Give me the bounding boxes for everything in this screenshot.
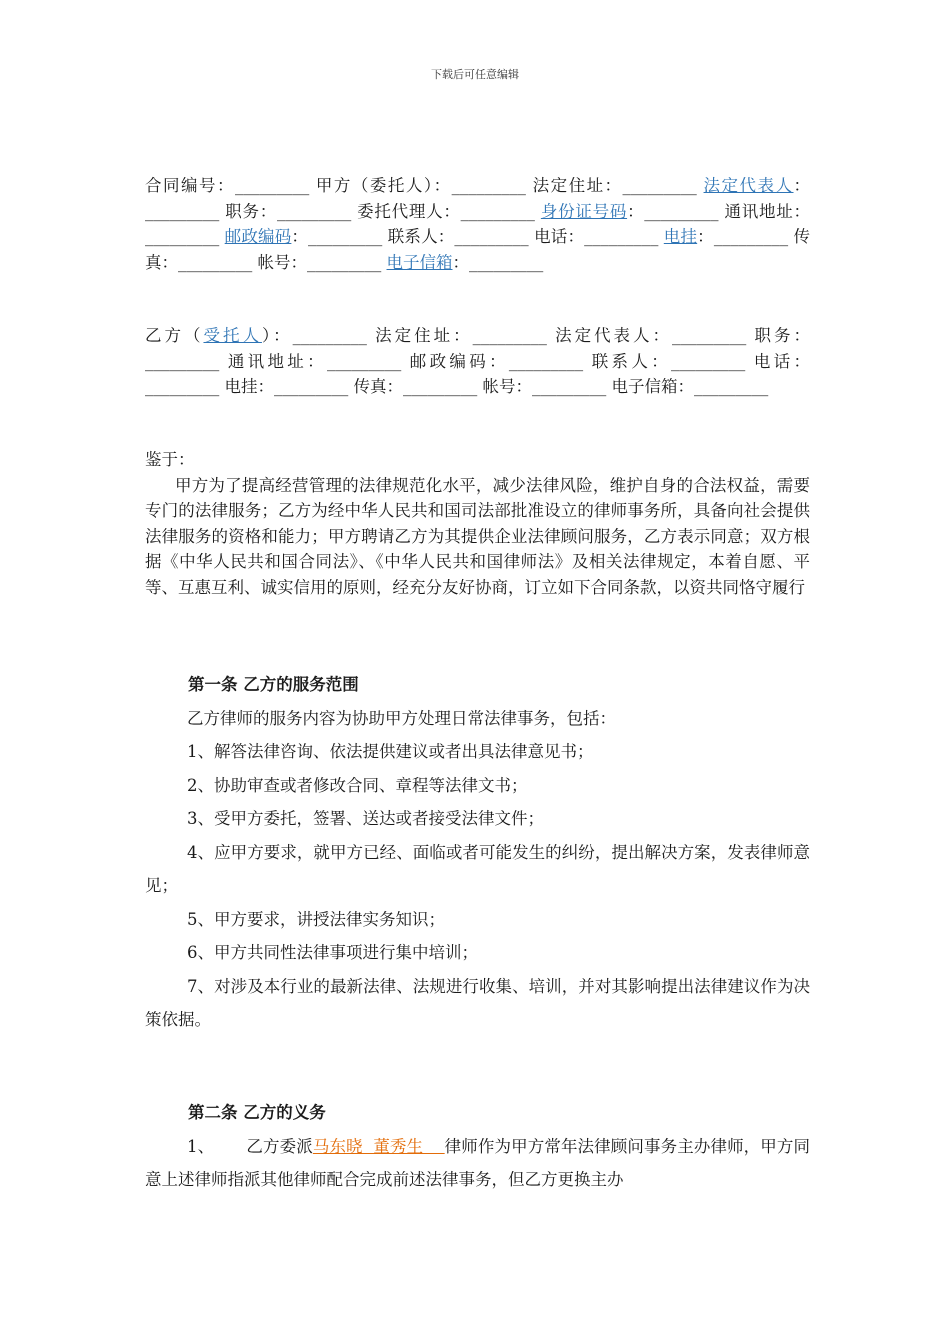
party-b-text-1: 乙方（ bbox=[145, 326, 204, 345]
party-a-text-3: ：_________ 通讯地址：_________ bbox=[145, 201, 810, 246]
legal-representative-link[interactable]: 法定代表人 bbox=[703, 176, 794, 195]
article-1-item-2: 2、协助审查或者修改合同、章程等法律文书； bbox=[187, 775, 528, 795]
article-1-item-1: 1、解答法律咨询、依法提供建议或者出具法律意见书； bbox=[187, 742, 594, 761]
article-2-item-1-suffix: 律师作为甲方常年法律顾问事务主办律师，甲方同意上述律师指派其他律师配合完成前述法律事务，但乙方更换主办 bbox=[145, 1136, 811, 1189]
id-number-link[interactable]: 身份证号码 bbox=[540, 201, 628, 221]
party-a-text-4: ：_________ 联系人：_________ 电话：_________ bbox=[291, 227, 664, 246]
article-2-item-1 bbox=[145, 1130, 810, 1197]
postal-code-link[interactable]: 邮政编码 bbox=[224, 227, 292, 246]
party-b-text-2: ）：_________ 法定住址：_________ 法定代表人：_________ 职务：_________ 通讯地址：_________ 邮政编码：_________ 联系人：_________ 电话：_________ 电挂：_________ 传真：_________ 帐号：_________ 电子信箱：_________ bbox=[145, 326, 810, 396]
article-1 bbox=[145, 668, 810, 1037]
article-1-item-7: 7、对涉及本行业的最新法律、法规进行收集、培训，并对其影响提出法律建议作为决策依据。 bbox=[145, 976, 810, 1029]
article-1-item-6: 6、甲方共同性法律事项进行集中培训； bbox=[187, 943, 478, 962]
whereas-block bbox=[145, 447, 810, 600]
party-a-text-5: ：_________ 传真：_________ 帐号：_________ bbox=[145, 227, 811, 272]
assigned-lawyers: 马东晓 董秀生 bbox=[312, 1136, 445, 1156]
trustee-link[interactable]: 受托人 bbox=[203, 326, 262, 345]
article-2-item-1-prefix: 1、 乙方委派 bbox=[187, 1136, 313, 1156]
article-1-intro: 乙方律师的服务内容为协助甲方处理日常法律事务，包括： bbox=[187, 708, 616, 728]
article-1-item-5: 5、甲方要求，讲授法律实务知识； bbox=[187, 909, 445, 929]
party-a-text-1: 合同编号：_________ 甲方（委托人）：_________ 法定住址：_________ bbox=[145, 176, 704, 195]
whereas-label: 鉴于： bbox=[145, 450, 195, 469]
article-2-title: 第二条 乙方的义务 bbox=[188, 1103, 326, 1122]
article-1-item-3: 3、受甲方委托，签署、送达或者接受法律文件； bbox=[187, 809, 544, 828]
article-1-item-4: 4、应甲方要求，就甲方已经、面临或者可能发生的纠纷，提出解决方案，发表律师意见； bbox=[145, 842, 810, 895]
telegraph-link[interactable]: 电挂 bbox=[663, 227, 698, 246]
party-a-text-2: ：_________ 职务：_________ 委托代理人：_________ bbox=[145, 176, 810, 221]
party-a-paragraph bbox=[145, 173, 810, 275]
party-b-paragraph bbox=[145, 323, 810, 400]
party-b-block bbox=[145, 323, 810, 400]
party-a-block bbox=[145, 173, 810, 275]
whereas-text: 甲方为了提高经营管理的法律规范化水平，减少法律风险，维护自身的合法权益，需要专门的法律服务；乙方为经中华人民共和国司法部批准设立的律师事务所，具备向社会提供法律服务的资格和能力；甲方聘请乙方为其提供企业法律顾问服务，乙方表示同意；双方根据《中华人民共和国合同法》、《中华人民共和国律师法》及相关法律规定，本着自愿、平等、互惠互利、诚实信用的原则，经充分友好协商，订立如下合同条款，以资共同恪守履行 bbox=[145, 475, 810, 597]
article-2 bbox=[145, 1096, 810, 1197]
email-link[interactable]: 电子信箱 bbox=[386, 252, 453, 272]
header-note: 下载后可任意编辑 bbox=[431, 68, 519, 81]
party-a-text-6: ：_________ bbox=[452, 252, 544, 272]
article-1-title: 第一条 乙方的服务范围 bbox=[188, 675, 359, 694]
